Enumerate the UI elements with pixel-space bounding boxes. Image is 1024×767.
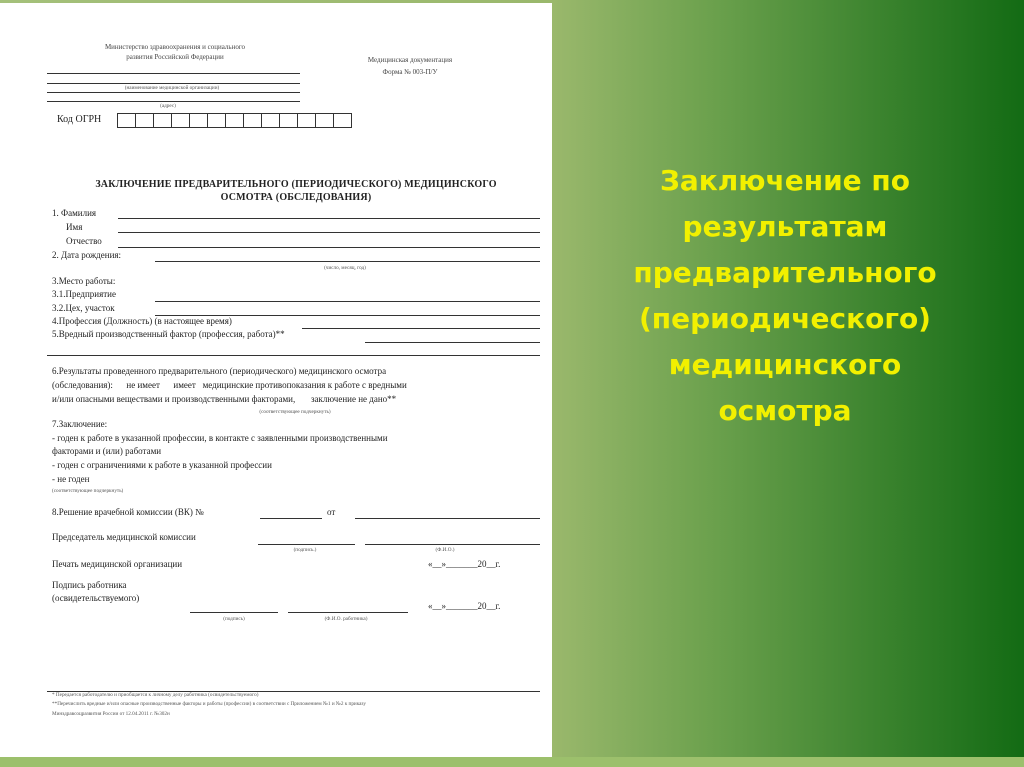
worker-signature-field[interactable] (190, 612, 278, 613)
conclusion-heading: 7.Заключение: (52, 419, 108, 429)
enterprise-label: 3.1.Предприятие (52, 289, 116, 299)
conclusion-hint: (соответствующее подчеркнуть) (52, 488, 124, 494)
slide-title-line: Заключение по (659, 164, 911, 197)
vk-number-field[interactable] (260, 518, 322, 519)
profession-field[interactable] (302, 328, 540, 329)
birth-date-field[interactable] (155, 261, 540, 262)
birth-date-hint: (число, месяц, год) (324, 265, 366, 271)
conclusion-fit: - годен к работе в указанной профессии, в контакте с заявленными производственными (52, 433, 388, 443)
form-document (0, 3, 552, 757)
patronymic-label: Отчество (66, 236, 102, 246)
worker-fio-field[interactable] (288, 612, 408, 613)
address-label: (адрес) (160, 103, 176, 109)
slide-title-line: результатам (682, 210, 888, 243)
bottom-strip (0, 757, 1024, 767)
ogrn-label: Код ОГРН (57, 114, 102, 125)
slide-title-line: (периодического) (639, 302, 931, 335)
ministry-line-1: Министерство здравоохранения и социального (104, 43, 246, 51)
org-line-2 (47, 83, 300, 84)
org-line-1 (47, 73, 300, 74)
surname-label: 1. Фамилия (52, 208, 97, 218)
workshop-label: 3.2.Цех, участок (52, 303, 115, 313)
conclusion-fit-2: факторами и (или) работами (52, 446, 162, 456)
chairman-signature-field[interactable] (258, 544, 355, 545)
results-line-2: (обследования): не имеет имеет медицинские противопоказания к работе с вредными (52, 380, 407, 390)
conclusion-unfit: - не годен (52, 474, 90, 484)
vk-decision-label: 8.Решение врачебной комиссии (ВК) № (52, 507, 204, 517)
slide-title-line: осмотра (718, 394, 852, 427)
org-line-3 (47, 92, 300, 93)
slide-title (600, 158, 970, 434)
slide-title-line: медицинского (668, 348, 902, 381)
ministry-line-2: развития Российской Федерации (126, 53, 224, 61)
worker-signature-hint: (подпись) (223, 616, 245, 622)
results-line-1: 6.Результаты проведенного предварительного (периодического) медицинского осмотра (52, 366, 387, 376)
worker-signature-label-1: Подпись работника (52, 580, 127, 590)
chairman-fio-label: (Ф.И.О.) (435, 547, 455, 553)
harmful-factor-label: 5.Вредный производственный фактор (профессия, работа)** (52, 329, 285, 339)
form-heading-1: ЗАКЛЮЧЕНИЕ ПРЕДВАРИТЕЛЬНОГО (ПЕРИОДИЧЕСКОГО) МЕДИЦИНСКОГО (95, 179, 497, 190)
chairman-signature-label: (подпись.) (293, 547, 317, 553)
worker-date: «__»_______20__г. (428, 601, 501, 611)
footnote-3: Минздравсоцразвития России от 12.04.2011 г. №302н (52, 711, 170, 717)
name-label: Имя (66, 222, 83, 232)
results-hint: (соответствующее подчеркнуть) (259, 409, 331, 415)
address-line (47, 101, 300, 102)
doc-type-line-2: Форма № 003-П/У (382, 68, 438, 76)
surname-field[interactable] (118, 218, 540, 219)
results-line-3: и/или опасными веществами и производственными факторами, заключение не дано** (52, 394, 397, 404)
org-name-label: (наименование медицинской организации) (124, 85, 220, 91)
footnote-1: * Передается работодателю и приобщается к личному делу работника (освидетельствуемого) (52, 692, 259, 698)
stamp-label: Печать медицинской организации (52, 559, 183, 569)
harmful-factor-field-2[interactable] (47, 355, 540, 356)
ogrn-boxes[interactable] (118, 113, 352, 128)
workplace-label: 3.Место работы: (52, 276, 116, 286)
patronymic-field[interactable] (118, 247, 540, 248)
profession-label: 4.Профессия (Должность) (в настоящее время) (52, 316, 232, 326)
birth-date-label: 2. Дата рождения: (52, 250, 122, 260)
vk-date-field[interactable] (355, 518, 540, 519)
slide-title-line: предварительного (633, 256, 937, 289)
harmful-factor-field[interactable] (365, 342, 540, 343)
chairman-label: Председатель медицинской комиссии (52, 532, 196, 542)
doc-type-line-1: Медицинская документация (367, 56, 453, 64)
worker-fio-hint: (Ф.И.О. работника) (324, 616, 368, 622)
chairman-fio-field[interactable] (365, 544, 540, 545)
name-field[interactable] (118, 232, 540, 233)
stamp-date: «__»_______20__г. (428, 559, 501, 569)
enterprise-field[interactable] (155, 301, 540, 302)
conclusion-limited: - годен с ограничениями к работе в указанной профессии (52, 460, 272, 470)
vk-from-label: от (327, 507, 336, 517)
form-heading-2: ОСМОТРА (ОБСЛЕДОВАНИЯ) (220, 192, 372, 203)
worker-signature-label-2: (освидетельствуемого) (52, 593, 140, 603)
footnote-2: **Перечислить вредные и/или опасные производственные факторы и работы (профессии) в соответствии с Приложением №1 и №2 к приказу (52, 701, 366, 707)
